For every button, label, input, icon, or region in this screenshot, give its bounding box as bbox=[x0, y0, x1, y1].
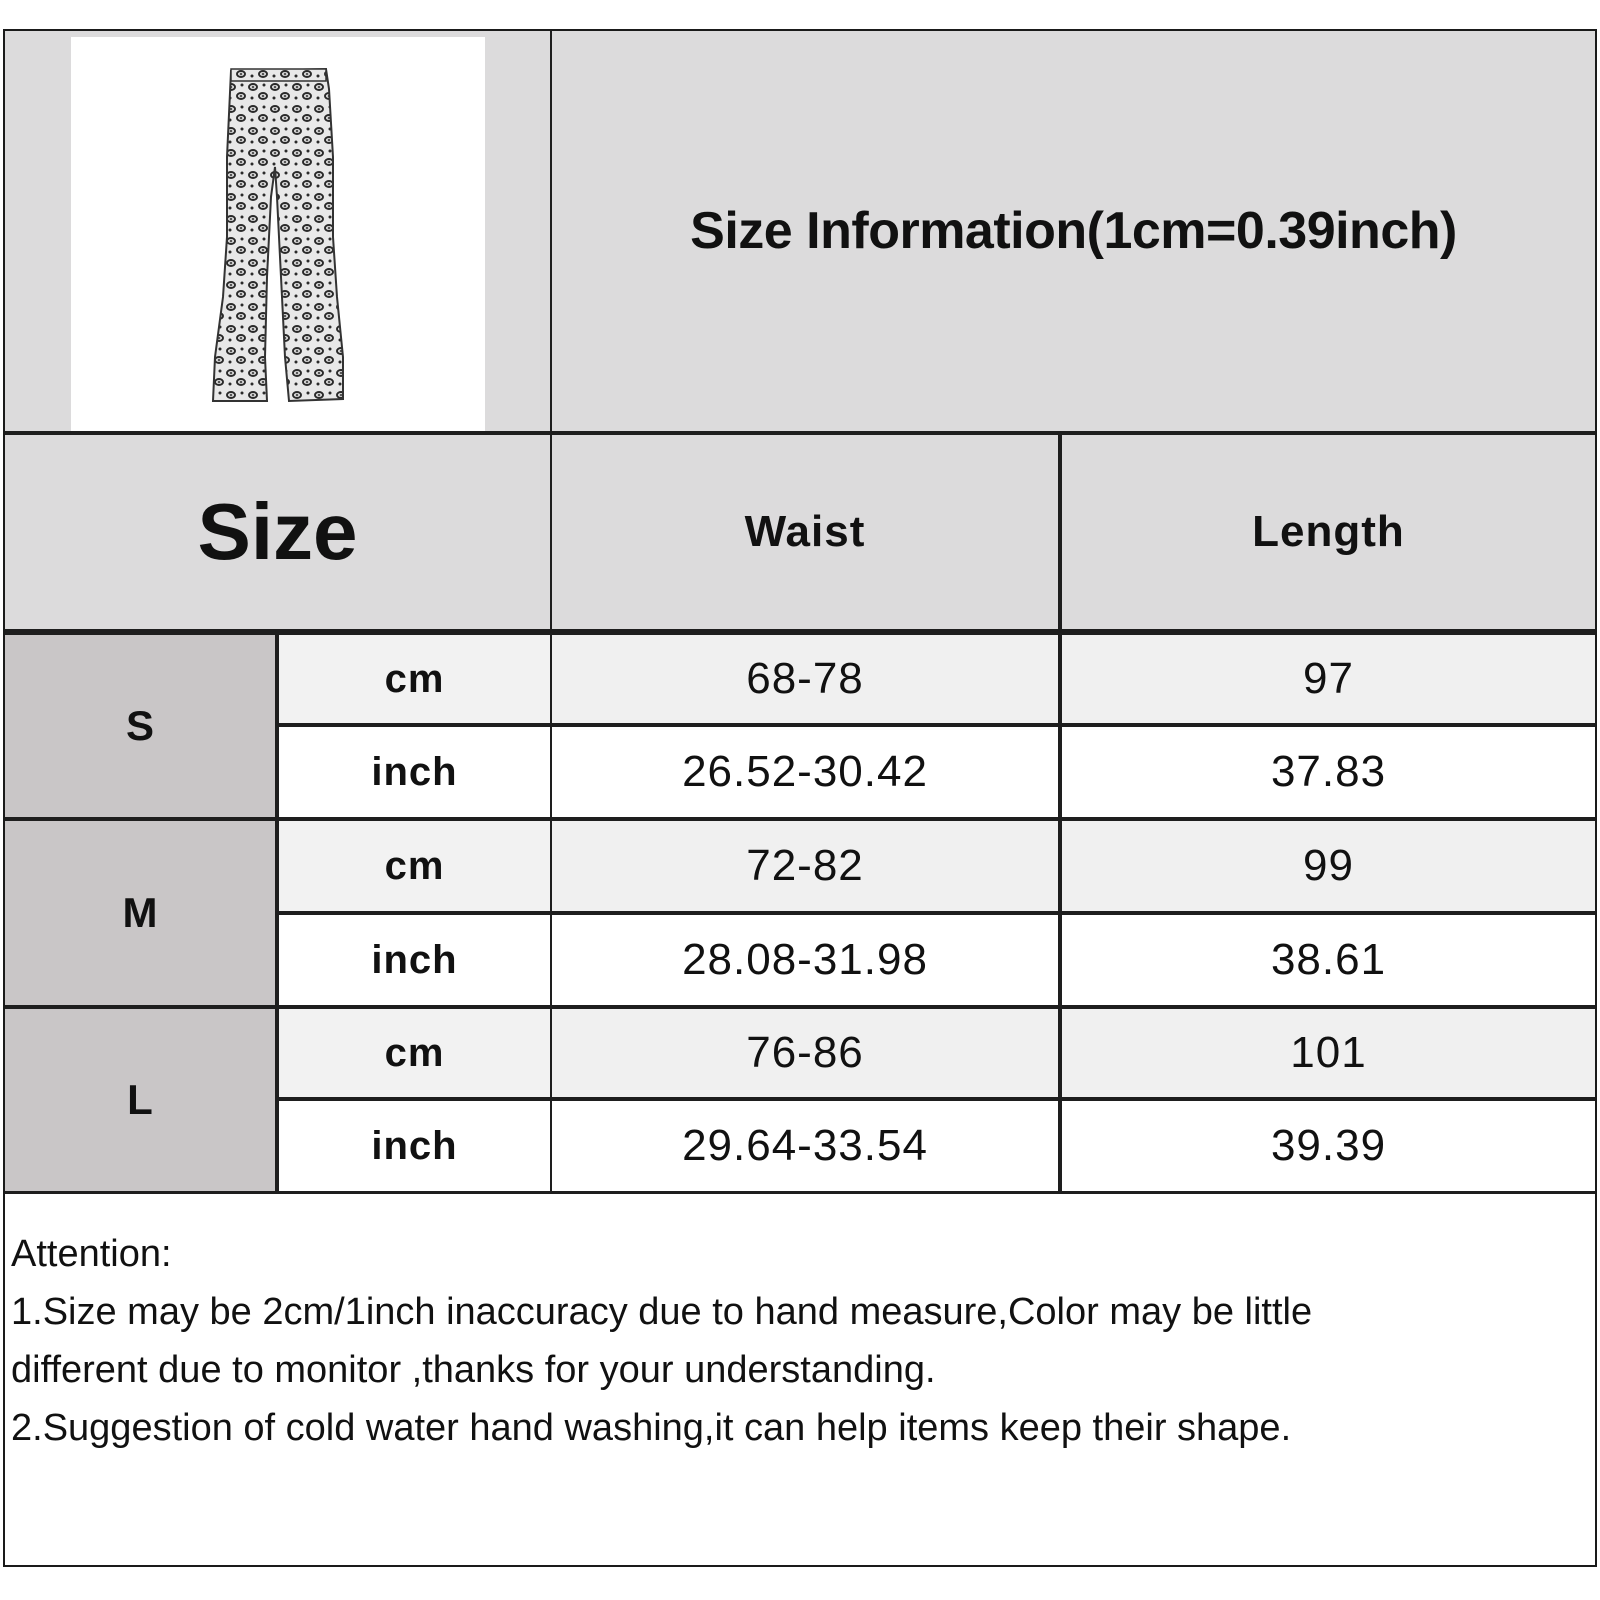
unit-label: cm bbox=[384, 656, 445, 701]
size-label-cell bbox=[5, 635, 275, 817]
page-title: Size Information(1cm=0.39inch) bbox=[690, 202, 1457, 260]
table-cell bbox=[552, 727, 1058, 817]
waist-value: 76-86 bbox=[746, 1028, 864, 1077]
table-cell bbox=[1062, 821, 1595, 911]
size-label-cell bbox=[5, 821, 275, 1005]
table-cell bbox=[1062, 915, 1595, 1005]
size-label-cell bbox=[5, 1009, 275, 1191]
divider bbox=[5, 629, 1595, 635]
unit-cell bbox=[279, 635, 550, 723]
table-cell bbox=[1062, 1009, 1595, 1097]
size-label: M bbox=[122, 889, 158, 936]
size-chart bbox=[3, 29, 1597, 1567]
length-value: 37.83 bbox=[1270, 747, 1387, 796]
notes-line: different due to monitor ,thanks for your understanding. bbox=[11, 1349, 936, 1391]
unit-label: inch bbox=[371, 1123, 458, 1168]
waist-value: 28.08-31.98 bbox=[682, 935, 928, 984]
notes-heading: Attention: bbox=[11, 1233, 172, 1275]
unit-label: cm bbox=[384, 843, 445, 888]
divider bbox=[279, 723, 1595, 727]
unit-cell bbox=[279, 1009, 550, 1097]
length-value: 101 bbox=[1290, 1028, 1367, 1077]
length-value: 97 bbox=[1303, 654, 1354, 703]
length-header: Length bbox=[1252, 507, 1405, 556]
divider bbox=[5, 431, 1595, 435]
unit-cell bbox=[279, 727, 550, 817]
unit-cell bbox=[279, 1101, 550, 1191]
divider bbox=[279, 911, 1595, 915]
unit-cell bbox=[279, 821, 550, 911]
unit-label: inch bbox=[371, 937, 458, 982]
table-cell bbox=[552, 635, 1058, 723]
waist-value: 29.64-33.54 bbox=[682, 1121, 928, 1170]
size-header: Size bbox=[197, 487, 358, 576]
length-header-cell bbox=[1062, 435, 1595, 629]
divider bbox=[279, 1097, 1595, 1101]
divider bbox=[5, 1005, 1595, 1009]
waist-value: 26.52-30.42 bbox=[682, 747, 928, 796]
waist-header: Waist bbox=[744, 507, 866, 556]
attention-notes bbox=[11, 1225, 1581, 1457]
divider bbox=[5, 817, 1595, 821]
size-label: L bbox=[127, 1076, 153, 1123]
unit-label: inch bbox=[371, 749, 458, 794]
product-image-panel bbox=[5, 31, 550, 431]
waist-value: 72-82 bbox=[746, 841, 864, 890]
table-cell bbox=[552, 1009, 1058, 1097]
size-header-cell bbox=[5, 435, 550, 629]
size-label: S bbox=[125, 702, 154, 749]
table-cell bbox=[552, 821, 1058, 911]
length-value: 39.39 bbox=[1270, 1121, 1387, 1170]
unit-cell bbox=[279, 915, 550, 1005]
waist-header-cell bbox=[552, 435, 1058, 629]
table-cell bbox=[552, 1101, 1058, 1191]
divider bbox=[1058, 435, 1062, 1193]
length-value: 99 bbox=[1303, 841, 1354, 890]
unit-label: cm bbox=[384, 1030, 445, 1075]
divider bbox=[5, 1191, 1595, 1194]
table-cell bbox=[1062, 635, 1595, 723]
flared-pants-icon bbox=[71, 37, 485, 431]
length-value: 38.61 bbox=[1270, 935, 1387, 984]
notes-line: 2.Suggestion of cold water hand washing,it can help items keep their shape. bbox=[11, 1407, 1292, 1449]
product-image bbox=[71, 37, 485, 431]
divider bbox=[275, 635, 279, 1193]
table-cell bbox=[1062, 1101, 1595, 1191]
table-cell bbox=[1062, 727, 1595, 817]
divider bbox=[550, 31, 552, 1193]
notes-line: 1.Size may be 2cm/1inch inaccuracy due to hand measure,Color may be little bbox=[11, 1291, 1313, 1333]
waist-value: 68-78 bbox=[746, 654, 864, 703]
table-cell bbox=[552, 915, 1058, 1005]
title-cell bbox=[552, 31, 1595, 431]
